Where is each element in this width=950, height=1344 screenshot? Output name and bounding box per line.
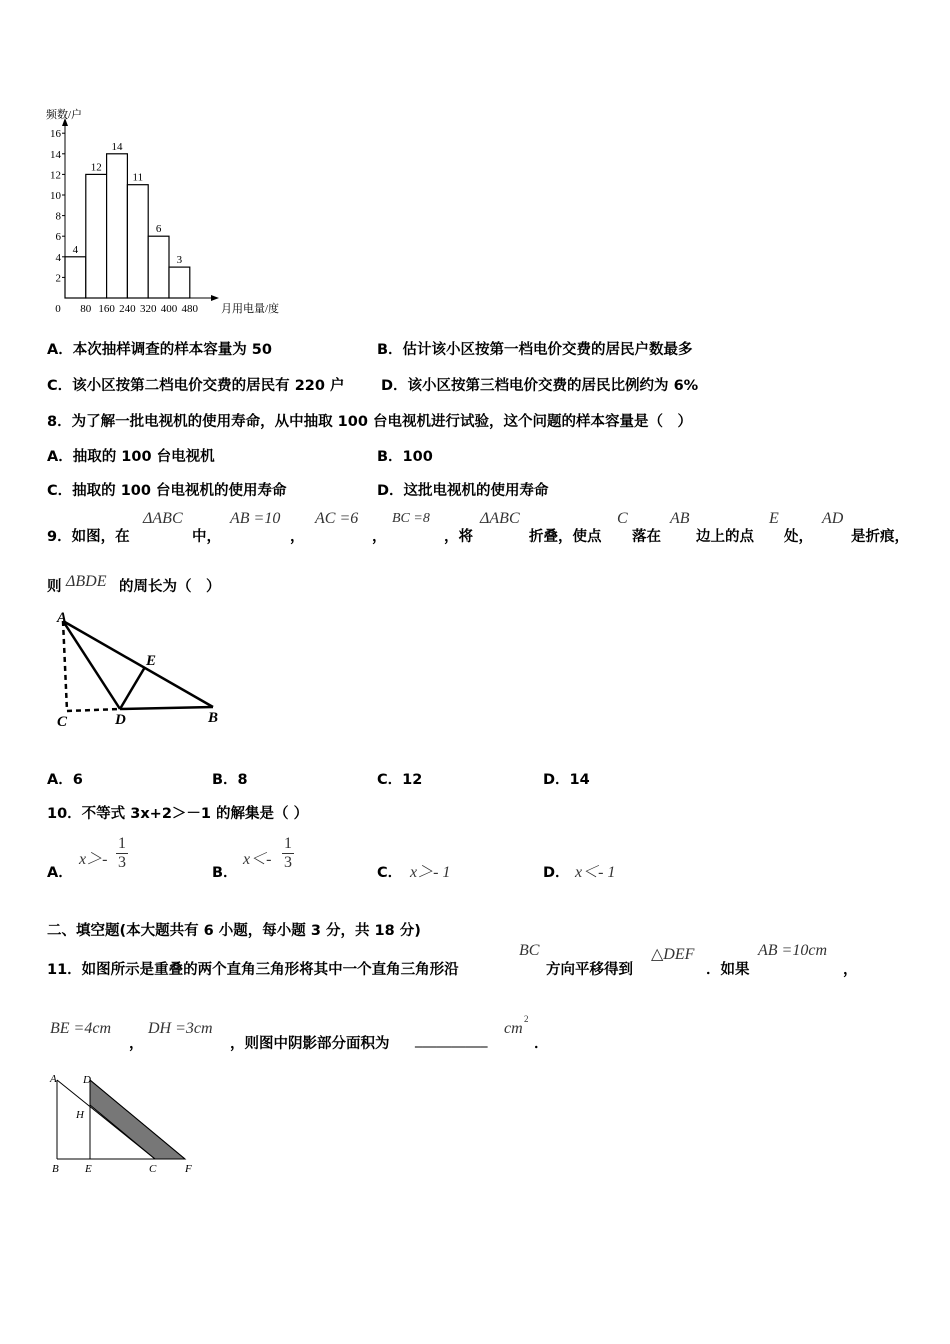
q11-label-b: B [52,1163,59,1175]
q9-math-ab: AB =10 [230,510,281,527]
q11-label-c: C [149,1163,157,1175]
frequency-histogram [30,100,330,325]
y-tick-label: 8 [55,210,61,223]
x-tick-label: 160 [98,303,115,315]
q11-math-bc: BC [519,942,540,959]
histogram-bar [148,236,169,298]
q9-text-4: ， [372,529,387,545]
x-tick-label: 320 [139,303,157,315]
q10-option-b-math: x＜- [243,851,272,868]
q9-option-d[interactable]: D．14 [543,772,590,788]
y-tick-label: 16 [50,128,61,141]
q11-label-f: F [185,1163,192,1175]
bar-value-label: 11 [132,171,144,184]
q11-math-triangle-def: △DEF [651,946,695,963]
q11-text-1: 11．如图所示是重叠的两个直角三角形将其中一个直角三角形沿 [47,962,459,978]
y-tick-label: 12 [50,169,61,182]
section-2-heading: 二、填空题(本大题共有 6 小题，每小题 3 分，共 18 分) [47,923,421,939]
q11-math-sup: 2 [524,1014,529,1024]
y-tick-label: 10 [50,190,61,202]
q9-text-7: 落在 [632,529,661,545]
q9-text-12: 的周长为（ ） [119,579,221,595]
q9-text-2: 中， [192,529,221,545]
q9-triangle-figure [45,605,245,735]
q9-math-triangle-abc-2: ΔABC [480,510,520,527]
x-tick-label: 0 [55,303,61,315]
q11-label-e: E [85,1163,92,1175]
q9-option-b[interactable]: B．8 [212,772,248,788]
bar-value-label: 4 [72,243,79,256]
fraction-numerator: 1 [284,835,292,852]
q9-label-e: E [146,653,157,669]
q9-math-ac: AC =6 [315,510,359,527]
q8-option-c[interactable]: C．抽取的 100 台电视机的使用寿命 [47,483,287,499]
fraction-denominator: 3 [284,854,292,871]
q9-text-8: 边上的点 [696,529,754,545]
q7-option-d[interactable]: D．该小区按第三档电价交费的居民比例约为 6% [381,378,699,394]
fraction-denominator: 3 [118,854,126,871]
x-tick-label: 480 [181,303,199,315]
q8-option-a[interactable]: A．抽取的 100 台电视机 [47,449,215,465]
q8-option-b[interactable]: B．100 [377,449,433,465]
q10-option-d-math: x＜- 1 [575,864,616,881]
bar-value-label: 12 [90,161,102,174]
bar-value-label: 3 [176,254,183,267]
q11-text-4: ， [843,962,858,978]
q11-label-d: D [83,1074,91,1086]
q10-option-a-fraction [116,835,128,872]
q11-label-h: H [76,1109,84,1121]
x-tick-label: 400 [160,303,178,315]
y-tick-label: 6 [55,231,61,244]
q11-text-3: ．如果 [706,962,750,978]
q7-option-a[interactable]: A．本次抽样调查的样本容量为 50 [47,342,272,358]
q10-option-b-label[interactable]: B． [212,865,238,881]
x-axis-arrow [211,295,219,301]
q9-label-a: A [57,610,68,626]
q9-math-triangle-abc: ΔABC [143,510,183,527]
q11-answer-blank[interactable]: __________ [415,1032,488,1048]
q7-option-c[interactable]: C．该小区按第二档电价交费的居民有 220 户 [47,378,345,394]
q11-math-ab: AB =10cm [758,942,827,959]
q11-label-a: A [50,1073,57,1085]
bar-value-label: 14 [111,140,123,153]
q10-stem: 10．不等式 3x+2＞－1 的解集是（ ） [47,806,309,822]
q11-text-2: 方向平移得到 [546,962,633,978]
x-axis-label: 月用电量/度 [221,303,280,315]
q9-option-a[interactable]: A．6 [47,772,83,788]
q9-text-10: 是折痕， [851,529,909,545]
histogram-bar [107,154,128,298]
q9-label-c: C [57,714,68,730]
q11-math-cm: cm [504,1020,523,1037]
q9-text-11: 则 [47,579,62,595]
histogram-bar [65,257,86,298]
q9-math-bc: BC =8 [392,511,430,526]
q7-option-b[interactable]: B．估计该小区按第一档电价交费的居民户数最多 [377,342,693,358]
fraction-numerator: 1 [118,835,126,852]
q9-math-ab-side: AB [670,510,690,527]
q10-option-a-label[interactable]: A． [47,865,73,881]
q11-math-dh: DH =3cm [148,1020,213,1037]
q9-text-5: ，将 [444,529,473,545]
y-tick-label: 4 [55,251,61,264]
q11-math-be: BE =4cm [50,1020,111,1037]
q9-text-3: ， [290,529,305,545]
q11-text-5: ， [129,1036,144,1052]
q10-option-c-math: x＞- 1 [410,864,451,881]
q9-math-ad: AD [822,510,844,527]
q8-option-d[interactable]: D．这批电视机的使用寿命 [377,483,549,499]
q8-stem: 8．为了解一批电视机的使用寿命，从中抽取 100 台电视机进行试验，这个问题的样本容量是（ ） [47,414,692,430]
q9-text-9: 处， [784,529,813,545]
q9-label-d: D [115,712,126,728]
q11-text-6: ，则图中阴影部分面积为 [230,1036,390,1052]
y-tick-label: 2 [55,272,61,285]
q9-math-triangle-bde: ΔBDE [66,573,107,590]
histogram-bar [127,185,148,298]
q10-option-b-fraction [282,835,294,872]
q9-text-1: 9．如图，在 [47,529,130,545]
q11-translation-figure [45,1068,215,1183]
q9-text-6: 折叠，使点 [529,529,602,545]
q9-math-c: C [617,510,628,527]
q10-option-c-label[interactable]: C． [377,865,403,881]
y-tick-label: 14 [50,148,61,161]
x-tick-label: 240 [119,303,136,315]
q9-label-b: B [208,710,219,726]
y-axis-label: 频数/户 [46,109,83,121]
q10-option-d-label[interactable]: D． [543,865,570,881]
histogram-bar [169,267,190,298]
q9-option-c[interactable]: C．12 [377,772,423,788]
q10-option-a-math: x＞- [79,851,108,868]
x-tick-label: 80 [80,303,92,315]
q11-text-7: ． [534,1036,549,1052]
bar-value-label: 6 [155,223,162,236]
q9-math-e: E [769,510,779,527]
histogram-bar [86,174,107,298]
